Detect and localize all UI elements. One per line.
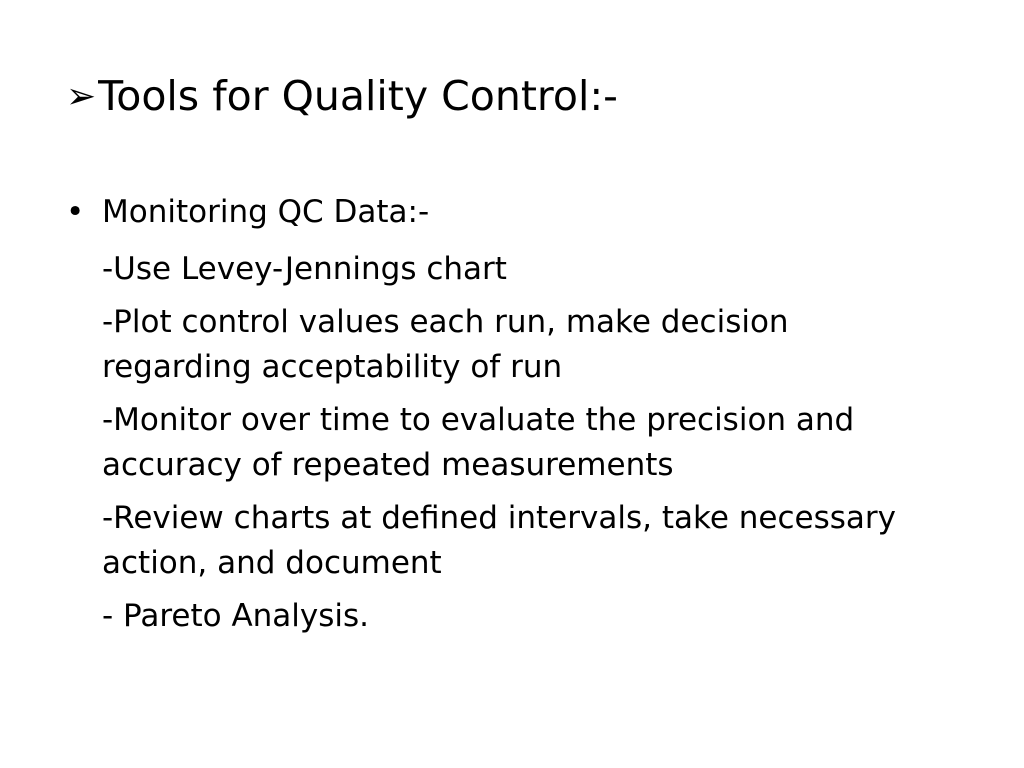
sub-item-monitor-over-time: -Monitor over time to evaluate the precision and accuracy of repeated measurements [102, 402, 855, 483]
sub-item-review-charts: -Review charts at defined intervals, take necessary action, and document [102, 500, 896, 581]
slide-title [66, 66, 618, 127]
arrow-bullet-icon: ➢ [66, 76, 97, 117]
sub-item-levey-jennings: -Use Levey-Jennings chart [102, 251, 507, 287]
bullet-label: Monitoring QC Data:- [102, 194, 430, 230]
slide-title-text: Tools for Quality Control:- [98, 72, 618, 120]
sub-item-pareto-analysis: - Pareto Analysis. [102, 598, 370, 634]
slide-body [66, 190, 966, 647]
sub-item-plot-control-values: -Plot control values each run, make decision regarding acceptability of run [102, 304, 789, 385]
bullet-monitoring-qc [66, 190, 966, 235]
bullet-dot-icon: • [66, 194, 85, 230]
